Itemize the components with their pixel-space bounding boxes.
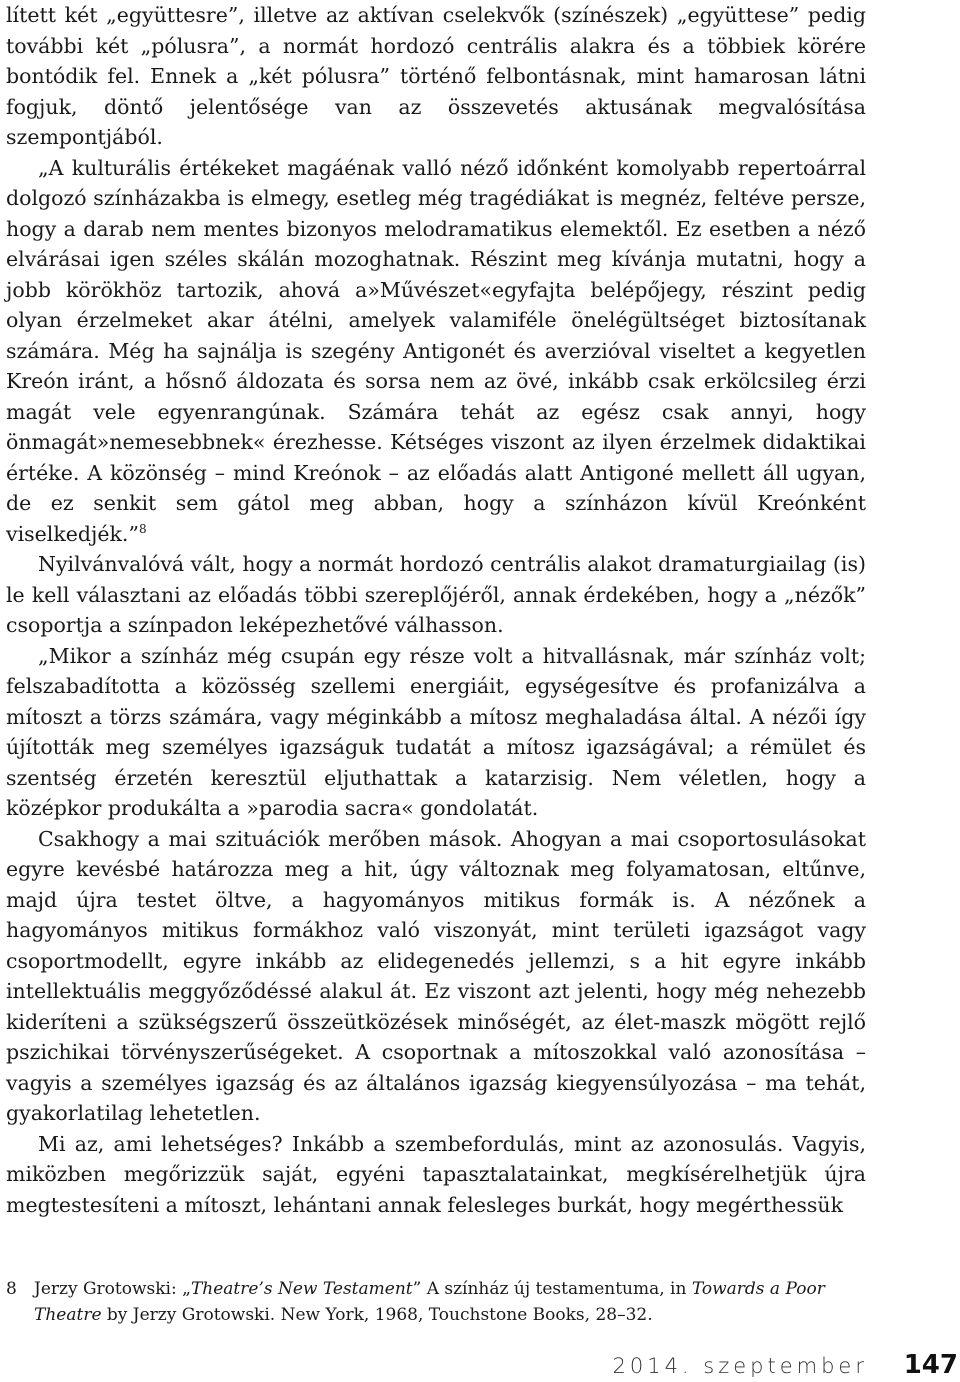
page-number: 147	[903, 1350, 958, 1380]
running-footer-date: 2014. szeptember	[612, 1354, 868, 1378]
footnote-tail: by Jerzy Grotowski. New York, 1968, Touchstone Books, 28–32.	[101, 1305, 653, 1325]
quote-grotowski-1: „A kulturális értékeket magáénak valló néző időnként komolyabb repertoárral dolgozó színházakba is elmegy, esetleg még tragédiákat is megnéz, feltéve persze, hogy a darab nem mentes bizonyos melodramatikus elemektől. Ez esetben a néző elvárásai igen széles skálán mozoghatnak. Részint meg kívánja mutatni, hogy a jobb körökhöz tartozik, ahová a»Művészet«egyfajta belépőjegy, részint pedig olyan érzelmeket akar átélni, amelyek valamiféle önelégültséget biztosítanak számára. Még ha sajnálja is szegény Antigonét és averzióval viseltet a kegyetlen Kreón iránt, a hősnő áldozata és sorsa nem az övé, inkább csak erkölcsileg érzi magát vele egyenrangúnak. Számára tehát az egész csak annyi, hogy önmagát»nemesebbnek« érezhesse. Kétséges viszont az ilyen érzelmek didaktikai értéke. A közönség – mind Kreónok – az előadás alatt Antigoné mellett áll ugyan, de ez senkit sem gátol meg abban, hogy a színházon kívül Kreónként viselkedjék.”	[6, 155, 866, 546]
paragraph-5: Csakhogy a mai szituációk merőben mások. Ahogyan a mai csoportosulásokat egyre kevésbé határozza meg a hit, úgy változnak meg folyamatosan, eltűnve, majd újra testet öltve, a hagyományos mitikus formák is. A nézőnek a hagyományos mitikus formákhoz való viszonyát, mint területi igazságot vagy csoportmodellt, egyre inkább az elidegenedés jellemzi, s a hit egyre inkább intellektuális meggyőződéssé alakul át. Ez viszont azt jelenti, hogy még nehezebb kideríteni a szükségszerű összeütközések minőségét, az élet-maszk mögött rejlő pszichikai törvényszerűségeket. A csoportnak a mítoszokkal való azonosítása – vagyis a személyes igazság és az általános igazság kiegyensúlyozása – ma tehát, gyakorlatilag lehetetlen.	[6, 826, 866, 1125]
footnote-ref[interactable]: 8	[138, 521, 147, 536]
paragraph-2	[6, 153, 866, 550]
footnote-8	[6, 1276, 866, 1328]
main-text	[6, 0, 866, 1220]
page-body	[6, 0, 866, 1220]
paragraph-3: Nyilvánvalóvá vált, hogy a normát hordozó centrális alakot dramaturgiailag (is) le kell választani az előadás többi szereplőjéről, annak érdekében, hogy a „nézők” csoportja a színpadon leképezhetővé válhasson.	[6, 552, 866, 637]
footnote-author: Jerzy Grotowski: „	[34, 1279, 191, 1299]
paragraph-4: „Mikor a színház még csupán egy része volt a hitvallásnak, már színház volt; felszabadította a közösség szellemi energiáit, egységesítve és profanizálva a mítoszt a törzs számára, vagy méginkább a mítosz meghaladása által. A nézői így újították meg személyes igazságuk tudatát a mítosz igazságával; a rémület és szentség érzetén keresztül eljuthattak a katarzisig. Nem véletlen, hogy a középkor produkálta a »parodia sacra« gondolatát.	[6, 643, 866, 820]
footnote-number: 8	[6, 1279, 17, 1299]
footnote-title: Theatre’s New Testament	[190, 1279, 413, 1299]
footnote-book: Towards a Poor Theatre	[34, 1279, 825, 1325]
paragraph-1: lített két „együttesre”, illetve az aktívan cselekvők (színészek) „együttese” pedig további két „pólusra”, a normát hordozó centrális alakra és a többiek körére bontódik fel. Ennek a „két pólusra” történő felbontásnak, mint hamarosan látni fogjuk, döntő jelentősége van az összevetés aktusának megvalósítása szempontjából.	[6, 3, 866, 149]
footnote	[6, 1276, 866, 1328]
paragraph-6: Mi az, ami lehetséges? Inkább a szembefordulás, mint az azonosulás. Vagyis, miközben megőrizzük saját, egyéni tapasztalatainkat, megkísérelhetjük újra megtestesíteni a mítoszt, lehántani annak felesleges burkát, hogy megérthessük	[6, 1131, 866, 1217]
footnote-text	[34, 1276, 866, 1328]
footnote-middle: ” A színház új testamentuma, in	[412, 1279, 692, 1299]
